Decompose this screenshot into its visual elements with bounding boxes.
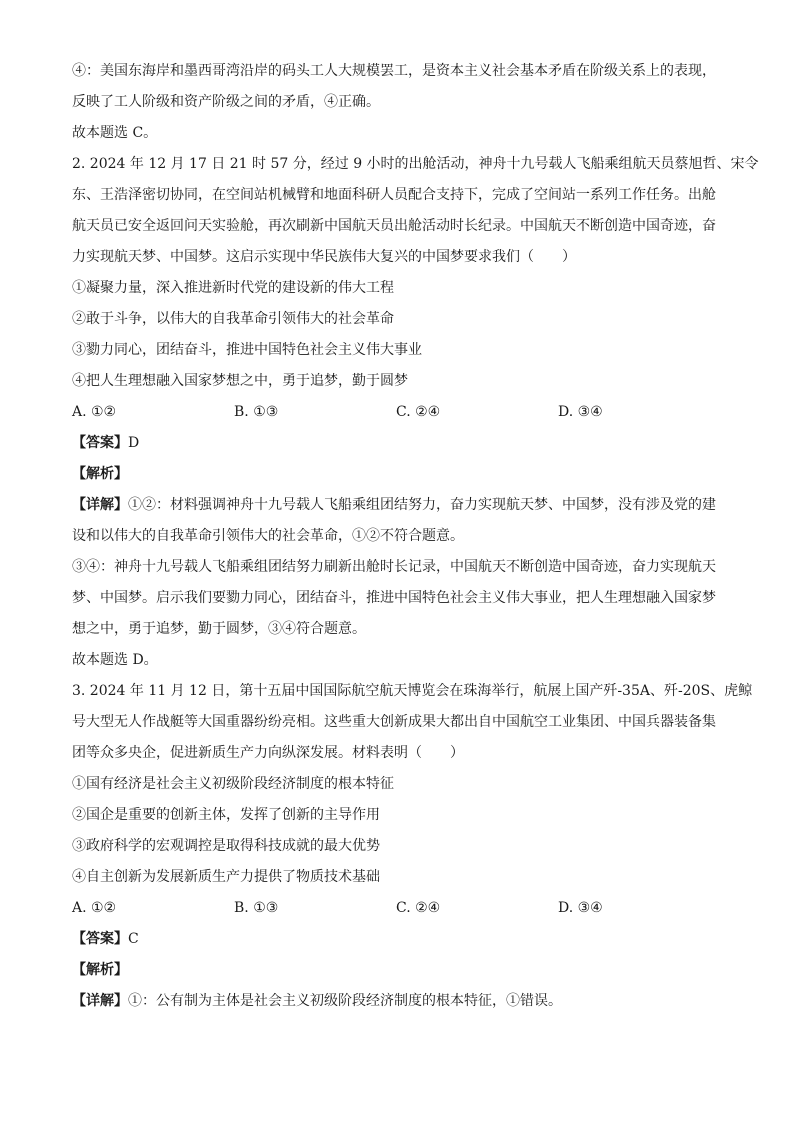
- q3-analysis-tag: 【解析】: [72, 962, 128, 978]
- q2-statement: ③勠力同心，团结奋斗，推进中国特色社会主义伟大事业: [72, 342, 422, 358]
- q2-option-a: A. ①②: [72, 404, 117, 420]
- q2-stem-line: 航天员已安全返回问天实验舱，再次刷新中国航天员出舱活动时长纪录。中国航天不断创造中国奇迹，奋: [72, 218, 716, 234]
- q2-detail-line: 想之中，勇于追梦，勤于圆梦，③④符合题意。: [72, 621, 366, 637]
- q2-conclusion: 故本题选 D。: [72, 652, 158, 668]
- q3-statement: ②国企是重要的创新主体，发挥了创新的主导作用: [72, 807, 380, 823]
- answer-tag: 【答案】: [72, 435, 128, 451]
- q2-stem-line: 力实现航天梦、中国梦。这启示实现中华民族伟大复兴的中国梦要求我们（ ）: [72, 249, 576, 265]
- q3-answer: [72, 924, 722, 955]
- q2-option-c: C. ②④: [396, 404, 441, 420]
- q2-option-d: D. ③④: [558, 404, 603, 420]
- q2-detail-line: 【详解】①②：材料强调神舟十九号载人飞船乘组团结努力，奋力实现航天梦、中国梦，没有涉及党的建: [72, 497, 716, 513]
- q3-detail-line: 【详解】①：公有制为主体是社会主义初级阶段经济制度的根本特征，①错误。: [72, 993, 562, 1009]
- q3-statement: ①国有经济是社会主义初级阶段经济制度的根本特征: [72, 776, 394, 792]
- q3-stem-line: 团等众多央企，促进新质生产力向纵深发展。材料表明（ ）: [72, 745, 464, 761]
- q2-stem-line: 2. 2024 年 12 月 17 日 21 时 57 分，经过 9 小时的出舱活动，神舟十九号载人飞船乘组航天员蔡旭哲、宋令: [72, 156, 759, 172]
- q2-analysis-tag: 【解析】: [72, 466, 128, 482]
- detail-tag: 【详解】: [72, 497, 128, 513]
- document-page: [72, 56, 759, 1017]
- q1-explanation-line: ④：美国东海岸和墨西哥湾沿岸的码头工人大规模罢工，是资本主义社会基本矛盾在阶级关系上的表现，: [72, 63, 716, 79]
- q3-option-d: D. ③④: [558, 900, 603, 916]
- q2-answer: [72, 428, 722, 459]
- q3-options: [72, 893, 722, 924]
- q3-stem-line: 3. 2024 年 11 月 12 日，第十五届中国国际航空航天博览会在珠海举行，航展上国产歼-35A、歼-20S、虎鲸: [72, 683, 753, 699]
- q1-explanation-line: 反映了工人阶级和资产阶级之间的矛盾，④正确。: [72, 94, 380, 110]
- q1-conclusion: 故本题选 C。: [72, 125, 158, 141]
- q2-statement: ①凝聚力量，深入推进新时代党的建设新的伟大工程: [72, 280, 394, 296]
- q2-statement: ④把人生理想融入国家梦想之中，勇于追梦，勤于圆梦: [72, 373, 408, 389]
- q3-option-b: B. ①③: [234, 900, 279, 916]
- q2-statement: ②敢于斗争，以伟大的自我革命引领伟大的社会革命: [72, 311, 394, 327]
- q2-detail-line: 梦、中国梦。启示我们要勠力同心，团结奋斗，推进中国特色社会主义伟大事业，把人生理想融入国家梦: [72, 590, 716, 606]
- q3-option-c: C. ②④: [396, 900, 441, 916]
- q3-statement: ④自主创新为发展新质生产力提供了物质技术基础: [72, 869, 380, 885]
- answer-value: D: [128, 435, 140, 451]
- detail-tag: 【详解】: [72, 993, 128, 1009]
- answer-value: C: [128, 931, 139, 947]
- q3-stem-line: 号大型无人作战艇等大国重器纷纷亮相。这些重大创新成果大都出自中国航空工业集团、中国兵器装备集: [72, 714, 716, 730]
- q3-option-a: A. ①②: [72, 900, 117, 916]
- q3-statement: ③政府科学的宏观调控是取得科技成就的最大优势: [72, 838, 380, 854]
- q2-detail-line: 设和以伟大的自我革命引领伟大的社会革命，①②不符合题意。: [72, 528, 464, 544]
- q2-option-b: B. ①③: [234, 404, 279, 420]
- answer-tag: 【答案】: [72, 931, 128, 947]
- q2-options: [72, 397, 722, 428]
- q2-stem-line: 东、王浩泽密切协同，在空间站机械臂和地面科研人员配合支持下，完成了空间站一系列工作任务。出舱: [72, 187, 716, 203]
- q2-detail-line: ③④：神舟十九号载人飞船乘组团结努力刷新出舱时长记录，中国航天不断创造中国奇迹，奋力实现航天: [72, 559, 716, 575]
